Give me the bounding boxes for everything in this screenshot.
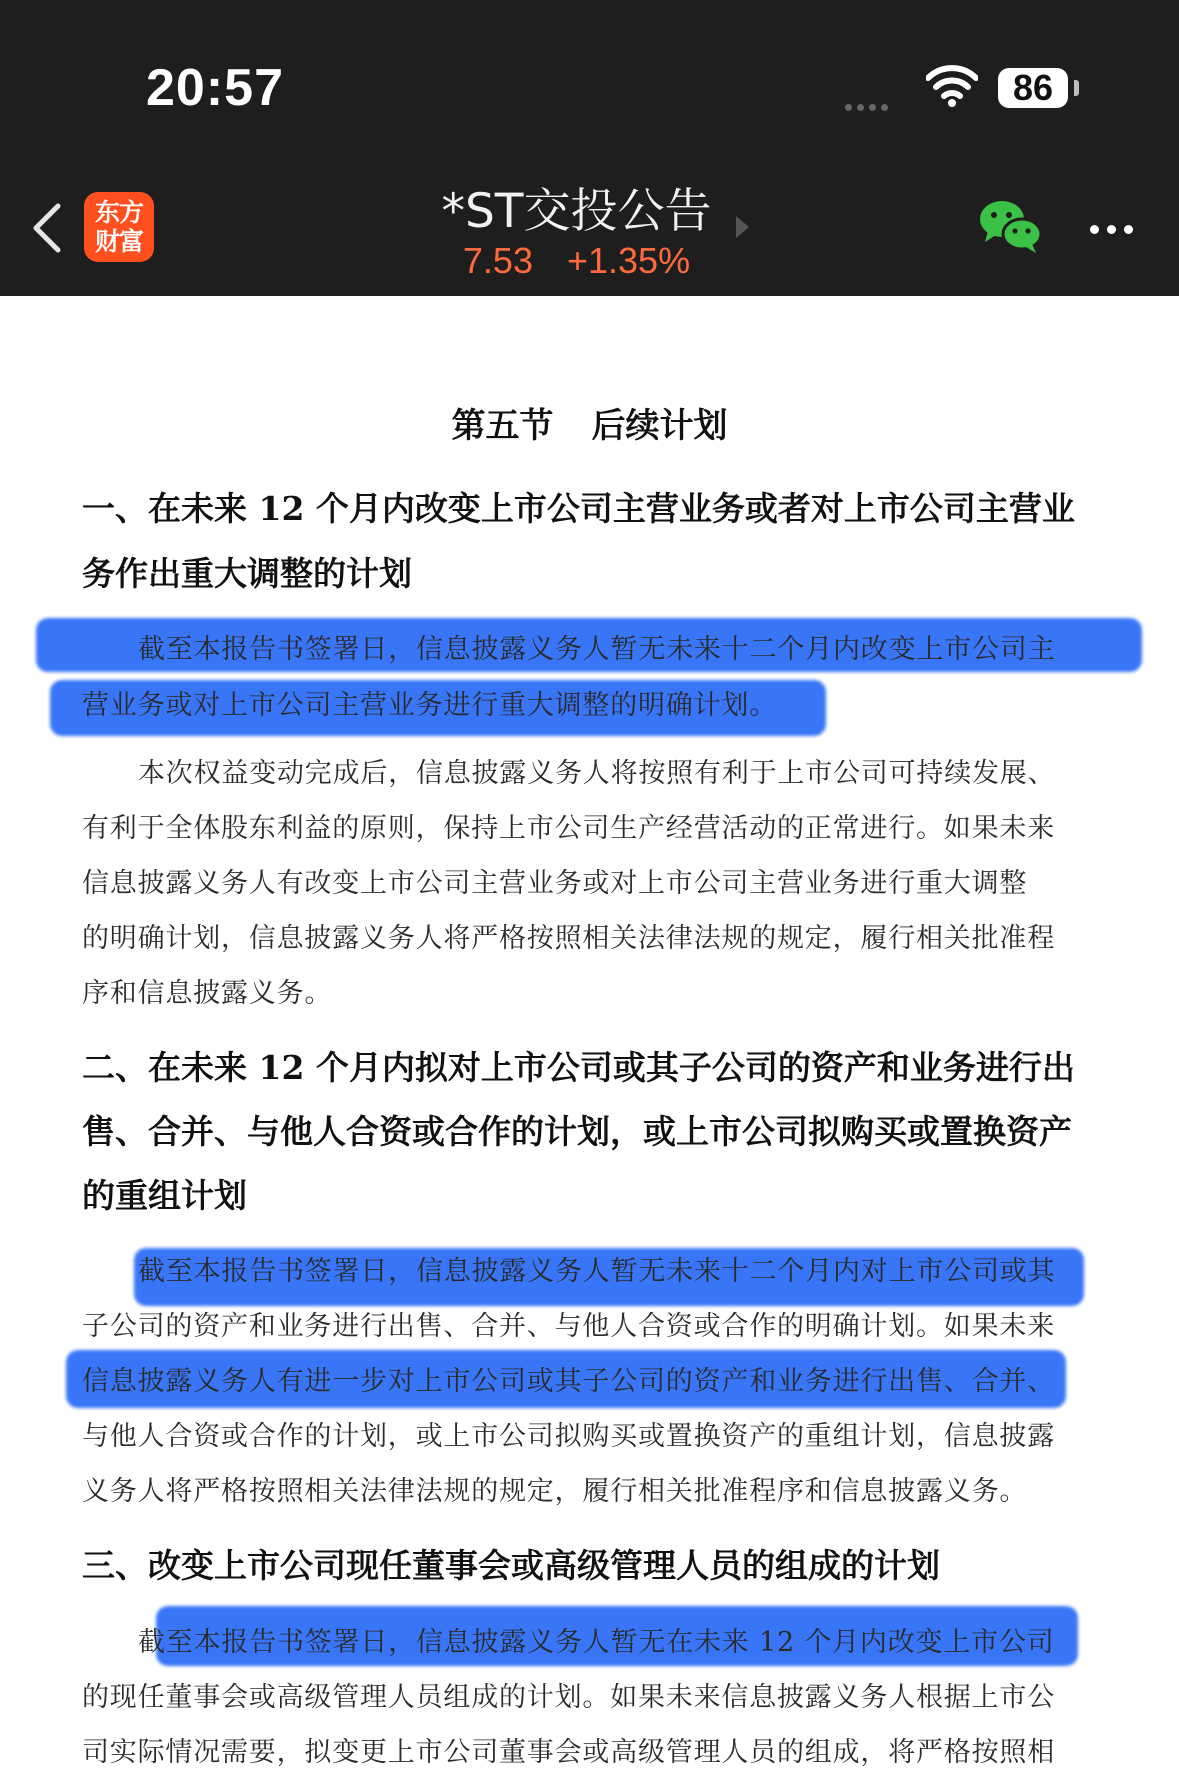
paragraph-line: 信息披露义务人有进一步对上市公司或其子公司的资产和业务进行出售、合并、 [82, 1366, 1055, 1397]
paragraph-line: 司实际情况需要，拟变更上市公司董事会或高级管理人员的组成，将严格按照相 [82, 1737, 1055, 1768]
play-triangle-icon[interactable] [736, 216, 749, 238]
paragraph-line: 的现任董事会或高级管理人员组成的计划。如果未来信息披露义务人根据上市公 [82, 1682, 1055, 1713]
heading-line: 一、在未来 12 个月内改变上市公司主营业务或者对上市公司主营业 [82, 489, 1075, 528]
paragraph-line: 的明确计划，信息披露义务人将严格按照相关法律法规的规定，履行相关批准程 [82, 923, 1055, 954]
paragraph-line: 截至本报告书签署日，信息披露义务人暂无未来十二个月内对上市公司或其 [138, 1256, 1056, 1287]
logo-line-1: 东方 [94, 198, 143, 227]
paragraph-line: 义务人将严格按照相关法律法规的规定，履行相关批准程序和信息披露义务。 [82, 1476, 1028, 1507]
heading-line: 三、改变上市公司现任董事会或高级管理人员的组成的计划 [82, 1546, 940, 1585]
top-bar [0, 0, 1179, 296]
paragraph-line: 营业务或对上市公司主营业务进行重大调整的明确计划。 [82, 690, 777, 721]
stock-price: 7.53 [462, 240, 533, 281]
battery-indicator: 86 [998, 68, 1068, 108]
paragraph-line: 截至本报告书签署日，信息披露义务人暂无在未来 12 个月内改变上市公司 [138, 1627, 1055, 1658]
paragraph-line: 子公司的资产和业务进行出售、合并、与他人合资或合作的明确计划。如果未来 [82, 1311, 1055, 1342]
cellular-signal-icon [845, 96, 893, 115]
heading-line: 二、在未来 12 个月内拟对上市公司或其子公司的资产和业务进行出 [82, 1048, 1075, 1087]
paragraph-line: 截至本报告书签署日，信息披露义务人暂无未来十二个月内改变上市公司主 [138, 634, 1056, 665]
page-title-text: *ST交投公告 [441, 184, 712, 239]
wechat-share-icon[interactable] [978, 198, 1042, 254]
logo-line-2: 财富 [94, 227, 143, 256]
paragraph-line: 有利于全体股东利益的原则，保持上市公司生产经营活动的正常进行。如果未来 [82, 813, 1055, 844]
paragraph-line: 信息披露义务人有改变上市公司主营业务或对上市公司主营业务进行重大调整 [82, 868, 1028, 899]
status-time: 20:57 [146, 59, 284, 117]
section-title: 第五节 后续计划 [451, 406, 728, 446]
more-options-icon[interactable] [1090, 219, 1141, 238]
heading-line: 务作出重大调整的计划 [82, 554, 412, 593]
heading-line: 的重组计划 [82, 1176, 247, 1215]
battery-tip [1074, 80, 1079, 96]
paragraph-line: 与他人合资或合作的计划，或上市公司拟购买或置换资产的重组计划，信息披露 [82, 1421, 1055, 1452]
heading-line: 售、合并、与他人合资或合作的计划，或上市公司拟购买或置换资产 [82, 1112, 1072, 1151]
paragraph-line: 本次权益变动完成后，信息披露义务人将按照有利于上市公司可持续发展、 [138, 758, 1056, 789]
wifi-icon [926, 64, 978, 108]
stock-change: +1.35% [566, 240, 691, 281]
paragraph-line: 序和信息披露义务。 [82, 978, 333, 1009]
